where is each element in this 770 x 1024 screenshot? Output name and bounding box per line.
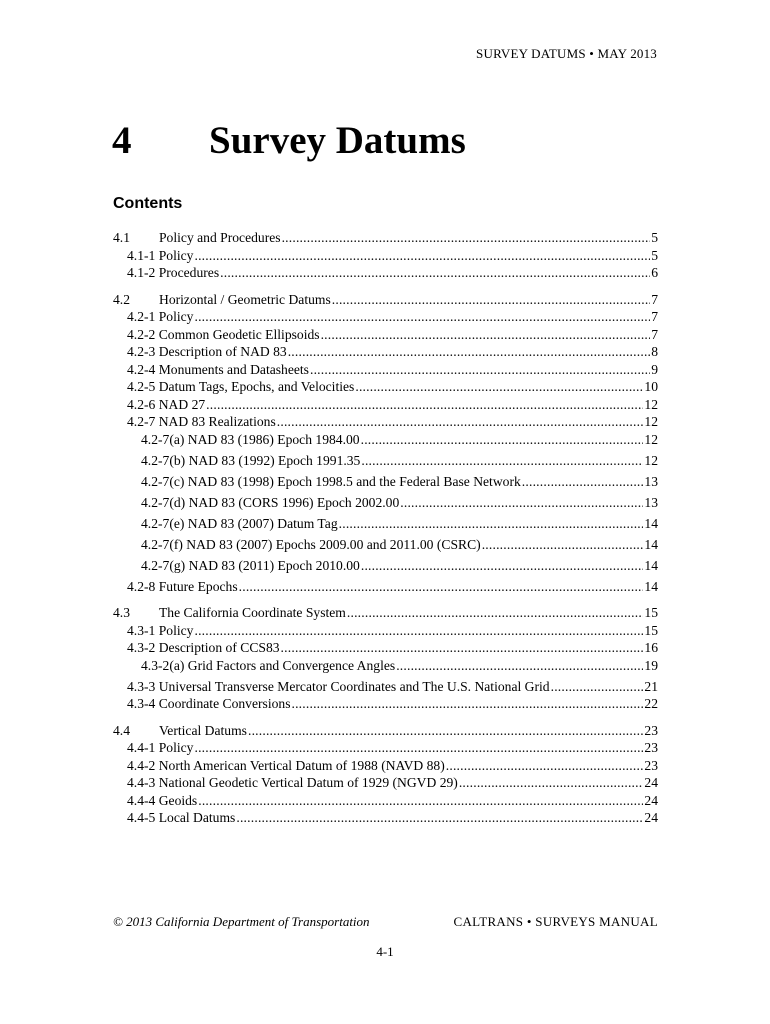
toc-entry-title: 4.2-8 Future Epochs — [127, 578, 238, 594]
toc-page-number: 14 — [644, 515, 658, 531]
chapter-number: 4 — [112, 119, 132, 162]
toc-leader-dots — [482, 537, 644, 553]
toc-entry[interactable] — [113, 474, 658, 495]
toc-page-number: 14 — [644, 536, 658, 552]
toc-section-number: 4.3 — [113, 605, 130, 620]
toc-entry[interactable] — [113, 775, 658, 793]
toc-leader-dots — [339, 516, 644, 532]
toc-page-number: 15 — [644, 622, 658, 638]
toc-entry-label — [127, 679, 550, 695]
toc-entry-title: 4.4-2 North American Vertical Datum of 1988 (NAVD 88) — [127, 757, 445, 773]
toc-entry-title: 4.3-4 Coordinate Conversions — [127, 696, 291, 711]
toc-entry[interactable] — [113, 793, 658, 811]
toc-entry-label — [127, 758, 445, 774]
toc-entry-title: 4.2-4 Monuments and Datasheets — [127, 361, 309, 377]
toc-entry-label — [141, 658, 395, 674]
footer-manual-title: CALTRANS • SURVEYS MANUAL — [453, 914, 658, 929]
toc-leader-dots — [396, 658, 643, 674]
toc-entry-label — [127, 327, 320, 343]
toc-entry-title: 4.1-2 Procedures — [127, 265, 220, 280]
toc-entry-label — [141, 537, 481, 553]
toc-leader-dots — [361, 558, 644, 574]
toc-entry[interactable] — [113, 414, 658, 432]
toc-leader-dots — [291, 696, 643, 712]
toc-entry-label — [127, 414, 276, 430]
toc-entry[interactable] — [113, 758, 658, 776]
toc-entry-title: Policy and Procedures — [159, 230, 281, 245]
contents-heading: Contents — [113, 195, 183, 212]
toc-entry-label — [127, 344, 287, 360]
toc-entry-label — [127, 579, 238, 595]
toc-page-number: 19 — [644, 657, 658, 673]
toc-entry-label — [127, 793, 197, 809]
toc-entry-label — [127, 740, 193, 756]
toc-leader-dots — [194, 309, 650, 325]
toc-entry-title: 4.2-7(e) NAD 83 (2007) Datum Tag — [141, 515, 338, 531]
toc-page-number: 6 — [651, 265, 658, 280]
toc-leader-dots — [277, 414, 644, 430]
toc-entry-title: 4.2-2 Common Geodetic Ellipsoids — [127, 326, 320, 342]
toc-entry[interactable] — [113, 579, 658, 597]
toc-entry[interactable] — [113, 658, 658, 679]
table-of-contents — [113, 230, 658, 828]
toc-entry-title: 4.2-5 Datum Tags, Epochs, and Velocities — [127, 379, 355, 394]
toc-entry-label — [141, 495, 399, 511]
toc-entry-label — [127, 248, 193, 264]
toc-page-number: 9 — [651, 361, 658, 377]
toc-entry[interactable] — [113, 230, 658, 248]
toc-page-number: 12 — [644, 414, 658, 429]
toc-page-number: 24 — [644, 775, 658, 790]
toc-leader-dots — [281, 640, 644, 656]
toc-leader-dots — [310, 362, 650, 378]
toc-entry[interactable] — [113, 679, 658, 697]
toc-entry-title: Horizontal / Geometric Datums — [159, 291, 331, 307]
toc-leader-dots — [220, 265, 650, 281]
toc-entry[interactable] — [113, 362, 658, 380]
toc-leader-dots — [459, 775, 644, 791]
toc-entry[interactable] — [113, 516, 658, 537]
toc-entry[interactable] — [113, 432, 658, 453]
toc-entry-title: 4.2-7 NAD 83 Realizations — [127, 414, 276, 429]
toc-entry-title: 4.2-7(b) NAD 83 (1992) Epoch 1991.35 — [141, 452, 361, 468]
toc-page-number: 24 — [644, 792, 658, 808]
toc-entry[interactable] — [113, 397, 658, 415]
toc-entry-title: 4.2-6 NAD 27 — [127, 396, 206, 412]
toc-entry[interactable] — [113, 640, 658, 658]
toc-entry-label — [113, 230, 281, 246]
toc-page-number: 12 — [644, 452, 658, 468]
toc-leader-dots — [288, 344, 651, 360]
toc-entry-title: 4.4-3 National Geodetic Vertical Datum of 1929 (NGVD 29) — [127, 775, 458, 790]
toc-entry-title: 4.2-7(c) NAD 83 (1998) Epoch 1998.5 and the Federal Base Network — [141, 473, 521, 489]
toc-entry-label — [141, 432, 360, 448]
toc-page-number: 7 — [651, 326, 658, 342]
toc-entry-title: Vertical Datums — [159, 722, 247, 738]
toc-leader-dots — [332, 292, 650, 308]
toc-entry[interactable] — [113, 740, 658, 758]
toc-entry-label — [127, 379, 354, 395]
toc-entry-label — [113, 605, 346, 621]
toc-entry[interactable] — [113, 453, 658, 474]
toc-entry[interactable] — [113, 344, 658, 362]
toc-leader-dots — [198, 793, 643, 809]
toc-entry-title: The California Coordinate System — [159, 605, 346, 620]
toc-leader-dots — [446, 758, 644, 774]
toc-entry[interactable] — [113, 723, 658, 741]
toc-entry[interactable] — [113, 309, 658, 327]
chapter-name: Survey Datums — [209, 119, 466, 162]
toc-leader-dots — [282, 230, 651, 246]
toc-entry-label — [127, 810, 235, 826]
toc-page-number: 23 — [644, 740, 658, 755]
toc-page-number: 12 — [644, 396, 658, 412]
toc-leader-dots — [361, 453, 643, 469]
toc-entry-label — [127, 397, 205, 413]
toc-entry[interactable] — [113, 810, 658, 828]
toc-page-number: 23 — [644, 722, 658, 738]
toc-entry[interactable] — [113, 292, 658, 310]
toc-leader-dots — [355, 379, 643, 395]
toc-entry[interactable] — [113, 379, 658, 397]
toc-leader-dots — [400, 495, 643, 511]
toc-section-number: 4.4 — [113, 722, 130, 738]
footer-copyright: © 2013 California Department of Transportation — [113, 914, 370, 929]
toc-entry-label — [127, 696, 290, 712]
toc-section-number: 4.2 — [113, 291, 130, 307]
toc-page-number: 16 — [644, 640, 658, 655]
toc-entry[interactable] — [113, 537, 658, 558]
toc-entry-label — [127, 265, 219, 281]
toc-leader-dots — [551, 679, 644, 695]
toc-entry-label — [127, 775, 458, 791]
toc-leader-dots — [248, 723, 643, 739]
toc-entry[interactable] — [113, 696, 658, 714]
toc-leader-dots — [236, 810, 643, 826]
toc-entry-title: 4.4-1 Policy — [127, 740, 194, 755]
toc-entry-title: 4.2-1 Policy — [127, 309, 194, 324]
toc-entry[interactable] — [113, 495, 658, 516]
toc-page-number: 13 — [644, 473, 658, 489]
toc-entry-title: 4.2-7(f) NAD 83 (2007) Epochs 2009.00 and 2011.00 (CSRC) — [141, 536, 481, 552]
toc-leader-dots — [194, 623, 643, 639]
toc-entry[interactable] — [113, 248, 658, 266]
toc-entry-label — [113, 292, 331, 308]
toc-entry-label — [141, 453, 360, 469]
toc-leader-dots — [206, 397, 643, 413]
chapter-title — [112, 118, 466, 163]
toc-entry-label — [141, 558, 360, 574]
toc-entry[interactable] — [113, 605, 658, 623]
toc-entry-label — [141, 474, 521, 490]
toc-entry-title: 4.3-2 Description of CCS83 — [127, 640, 280, 655]
toc-entry-title: 4.1-1 Policy — [127, 247, 194, 263]
toc-page-number: 21 — [644, 678, 658, 694]
toc-entry-title: 4.2-7(d) NAD 83 (CORS 1996) Epoch 2002.00 — [141, 494, 400, 510]
toc-entry-label — [127, 309, 193, 325]
toc-leader-dots — [522, 474, 644, 490]
toc-page-number: 10 — [644, 379, 658, 394]
toc-page-number: 5 — [651, 230, 658, 245]
toc-page-number: 24 — [644, 810, 658, 825]
toc-entry-title: 4.4-4 Geoids — [127, 792, 198, 808]
toc-entry-label — [127, 362, 309, 378]
toc-entry-title: 4.2-3 Description of NAD 83 — [127, 344, 287, 359]
toc-page-number: 7 — [651, 309, 658, 324]
toc-entry-label — [113, 723, 247, 739]
toc-section-number: 4.1 — [113, 230, 130, 245]
toc-entry-title: 4.3-2(a) Grid Factors and Convergence Angles — [141, 657, 396, 673]
toc-entry-title: 4.2-7(g) NAD 83 (2011) Epoch 2010.00 — [141, 557, 360, 573]
toc-entry-label — [141, 516, 338, 532]
toc-leader-dots — [321, 327, 651, 343]
toc-page-number: 7 — [651, 291, 658, 307]
toc-page-number: 12 — [644, 431, 658, 447]
toc-page-number: 8 — [651, 344, 658, 359]
toc-leader-dots — [361, 432, 644, 448]
toc-entry[interactable] — [113, 558, 658, 579]
toc-entry[interactable] — [113, 623, 658, 641]
toc-page-number: 13 — [644, 494, 658, 510]
toc-entry-title: 4.3-3 Universal Transverse Mercator Coordinates and The U.S. National Grid — [127, 678, 550, 694]
toc-entry-title: 4.3-1 Policy — [127, 622, 194, 638]
toc-entry-label — [127, 623, 193, 639]
toc-page-number: 23 — [644, 757, 658, 773]
toc-entry[interactable] — [113, 265, 658, 283]
toc-entry-title: 4.2-7(a) NAD 83 (1986) Epoch 1984.00 — [141, 431, 360, 447]
running-header: SURVEY DATUMS • MAY 2013 — [476, 46, 657, 61]
toc-leader-dots — [194, 740, 643, 756]
toc-entry-title: 4.4-5 Local Datums — [127, 810, 236, 825]
toc-page-number: 5 — [651, 247, 658, 263]
toc-entry[interactable] — [113, 327, 658, 345]
toc-page-number: 14 — [644, 578, 658, 594]
toc-leader-dots — [347, 605, 644, 621]
toc-leader-dots — [239, 579, 644, 595]
toc-page-number: 22 — [644, 696, 658, 711]
page-number: 4-1 — [376, 944, 394, 959]
toc-page-number: 15 — [644, 605, 658, 620]
toc-entry-label — [127, 640, 280, 656]
toc-page-number: 14 — [644, 557, 658, 573]
toc-leader-dots — [194, 248, 650, 264]
